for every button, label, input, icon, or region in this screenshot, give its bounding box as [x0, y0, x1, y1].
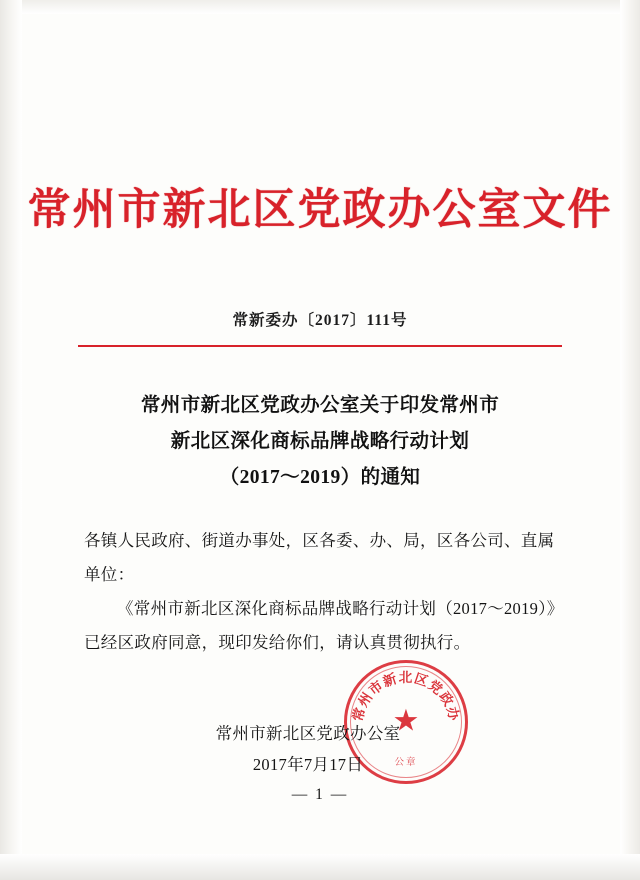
document-title-line-2: 新北区深化商标品牌战略行动计划: [170, 431, 470, 452]
body-paragraph-line-2: 已经区政府同意，现印发给你们，请认真贯彻执行。: [84, 633, 471, 652]
document-signature: [0, 718, 640, 780]
recipients-line-1: 各镇人民政府、街道办事处，区各委、办、局，区各公司、直属: [84, 531, 555, 550]
document-title-line-3: （2017～2019）的通知: [219, 467, 421, 488]
seal-star-icon: ★: [392, 704, 420, 738]
document-header-title: 常州市新北区党政办公室文件: [27, 187, 613, 234]
document-title: [0, 388, 640, 496]
signature-date: 2017年7月17日: [252, 755, 364, 774]
svg-text:常州市新北区党政办: 常州市新北区党政办: [349, 670, 463, 723]
page-number: — 1 —: [291, 786, 349, 803]
body-paragraph-line-1: 《常州市新北区深化商标品牌战略行动计划（2017～2019）》: [117, 599, 564, 618]
seal-bottom-text: 公章: [394, 758, 418, 768]
recipients-line-2: 单位：: [84, 565, 135, 584]
red-horizontal-rule: [78, 345, 562, 347]
document-title-line-1: 常州市新北区党政办公室关于印发常州市: [140, 395, 500, 416]
document-number: 常新委办〔2017〕111号: [232, 312, 408, 329]
signature-issuer: 常州市新北区党政办公室: [215, 724, 401, 743]
document-body: [84, 524, 564, 660]
